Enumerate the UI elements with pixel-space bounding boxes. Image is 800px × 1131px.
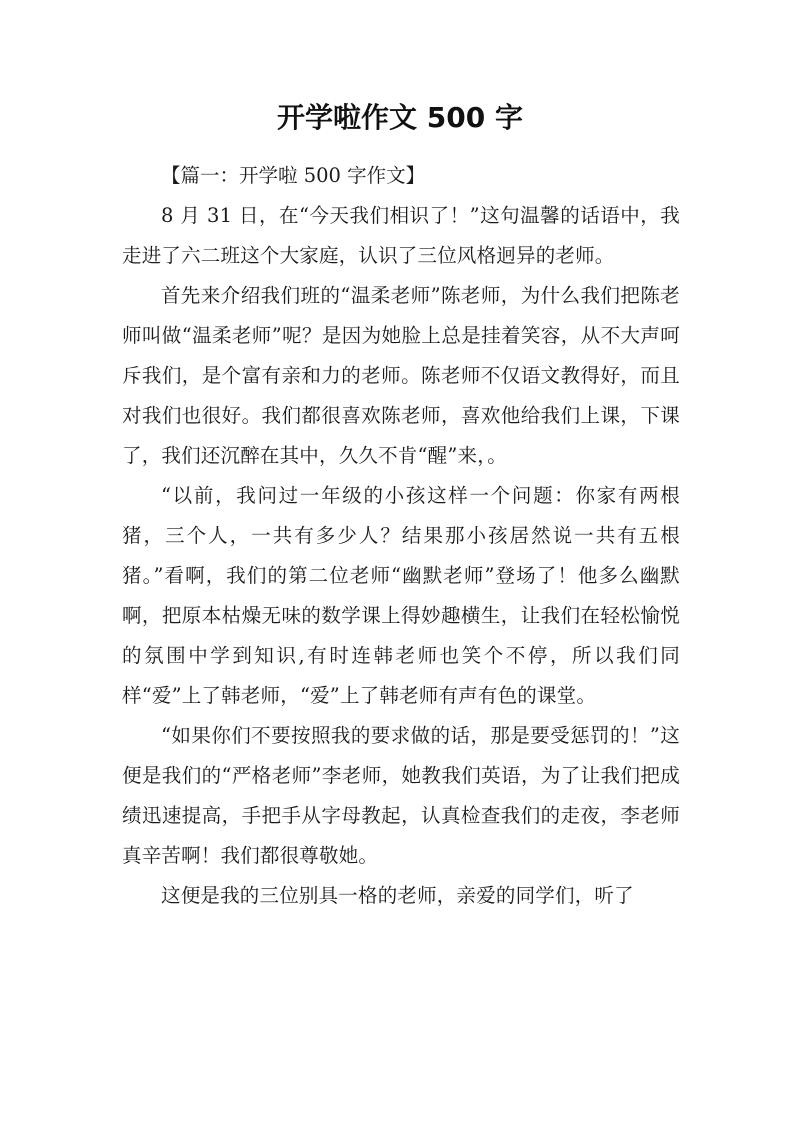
document-title: 开学啦作文 500 字 bbox=[277, 101, 523, 134]
paragraph-teacher-li: “如果你们不要按照我的要求做的话，那是要受惩罚的！”这便是我们的“严格老师”李老师，她教我们英语，为了让我们把成绩迅速提高，手把手从字母教起，认真检查我们的走夜，李老师真辛苦啊！我们都很尊敬她。 bbox=[122, 724, 680, 867]
paragraph-teacher-han: “以前，我问过一年级的小孩这样一个问题：你家有两根猪，三个人，一共有多少人？结果那小孩居然说一共有五根猪。”看啊，我们的第二位老师“幽默老师”登场了！他多么幽默啊，把原本枯燥无味的数学课上得妙趣横生，让我们在轻松愉悦的氛围中学到知识,有时连韩老师也笑个不停，所以我们同样“爱”上了韩老师，“爱”上了韩老师有声有色的课堂。 bbox=[122, 484, 680, 707]
section-heading: 【篇一：开学啦 500 字作文】 bbox=[161, 164, 426, 187]
paragraph-teacher-chen: 首先来介绍我们班的“温柔老师”陈老师，为什么我们把陈老师叫做“温柔老师”呢？是因为她脸上总是挂着笑容，从不大声呵斥我们，是个富有亲和力的老师。陈老师不仅语文教得好，而且对我们也很好。我们都很喜欢陈老师，喜欢他给我们上课，下课了，我们还沉醉在其中，久久不肯“醒”来，。 bbox=[122, 284, 680, 467]
paragraph-intro: 8 月 31 日，在“今天我们相识了！”这句温馨的话语中，我走进了六二班这个大家庭，认识了三位风格迥异的老师。 bbox=[122, 204, 680, 267]
document-body bbox=[122, 156, 680, 916]
paragraph-closing: 这便是我的三位别具一格的老师，亲爱的同学们，听了 bbox=[161, 884, 634, 907]
